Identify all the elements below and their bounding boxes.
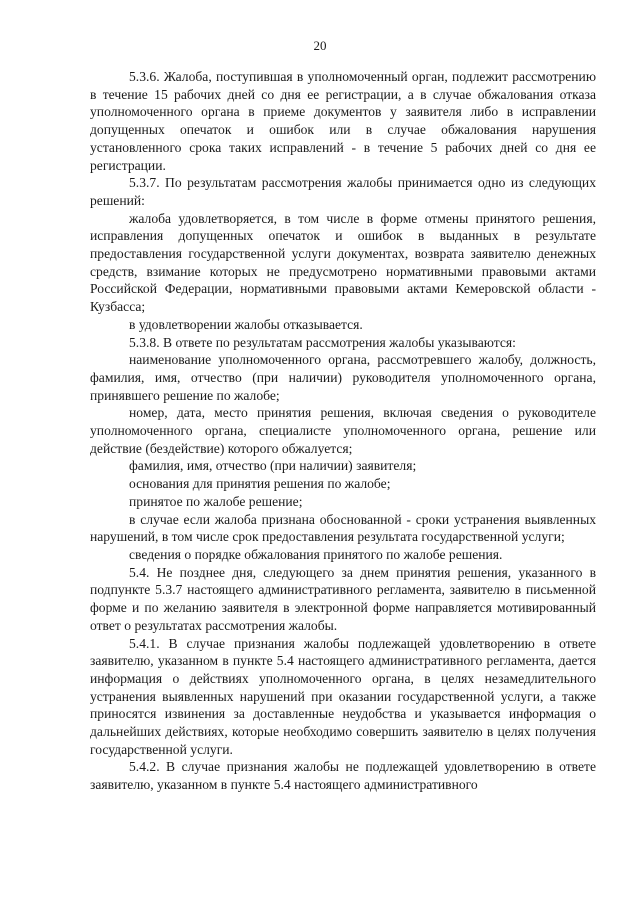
paragraph-decision-number: номер, дата, место принятия решения, включая сведения о руководителе уполномоченного органа, специалисте уполномоченного органа, решение или действие (бездействие) которого обжалуется; bbox=[90, 405, 596, 456]
paragraph-5-4-1: 5.4.1. В случае признания жалобы подлежащей удовлетворению в ответе заявителю, указанном в пункте 5.4 настоящего административного регламента, дается информация о действиях уполномоченного органа, в целях незамедлительного устранения выявленных нарушений при оказании государственной услуги, а также приносятся извинения за доставленные неудобства и указывается информация о дальнейших действиях, которые необходимо совершить заявителю в целях получения государственной услуги. bbox=[90, 635, 596, 757]
paragraph-complaint-rejected: в удовлетворении жалобы отказывается. bbox=[129, 316, 363, 332]
paragraph-5-4: 5.4. Не позднее дня, следующего за днем принятия решения, указанного в подпункте 5.3.7 настоящего административного регламента, заявителю в письменной форме и по желанию заявителя в электронной форме направляется мотивированный ответ о результатах рассмотрения жалобы. bbox=[90, 564, 596, 633]
page-number: 20 bbox=[313, 38, 327, 53]
paragraph-5-3-7: 5.3.7. По результатам рассмотрения жалобы принимается одно из следующих решений: bbox=[90, 175, 596, 208]
paragraph-5-4-2: 5.4.2. В случае признания жалобы не подлежащей удовлетворению в ответе заявителю, указанном в пункте 5.4 настоящего административного bbox=[90, 759, 596, 793]
paragraph-decision-taken: принятое по жалобе решение; bbox=[129, 493, 303, 509]
paragraph-5-3-6: 5.3.6. Жалоба, поступившая в уполномоченный орган, подлежит рассмотрению в течение 15 рабочих дней со дня ее регистрации, а в случае обжалования отказа уполномоченного органа в приеме документов у заявителя либо в исправлении допущенных опечаток и ошибок или в случае обжалования нарушения установленного срока таких исправлений - в течение 5 рабочих дней со дня ее регистрации. bbox=[90, 69, 596, 173]
paragraph-appeal-procedure: сведения о порядке обжалования принятого по жалобе решения. bbox=[129, 546, 503, 562]
paragraph-applicant-name: фамилия, имя, отчество (при наличии) заявителя; bbox=[129, 458, 417, 474]
paragraph-complaint-satisfied: жалоба удовлетворяется, в том числе в форме отмены принятого решения, исправления допущенных опечаток и ошибок в выданных в результате предоставления государственной услуги документах, возврата заявителю денежных средств, взимание которых не предусмотрено нормативными правовыми актами Российской Федерации, нормативными правовыми актами Кемеровской области - Кузбасса; bbox=[90, 210, 596, 315]
page-body bbox=[90, 68, 596, 794]
paragraph-5-3-8: 5.3.8. В ответе по результатам рассмотрения жалобы указываются: bbox=[129, 334, 516, 350]
paragraph-violation-terms: в случае если жалоба признана обоснованной - сроки устранения выявленных нарушений, в том числе срок предоставления результата государственной услуги; bbox=[90, 511, 596, 545]
paragraph-decision-grounds: основания для принятия решения по жалобе; bbox=[129, 476, 391, 492]
paragraph-authority-name: наименование уполномоченного органа, рассмотревшего жалобу, должность, фамилия, имя, отчество (при наличии) руководителя уполномоченного органа, принявшего решение по жалобе; bbox=[90, 352, 596, 403]
